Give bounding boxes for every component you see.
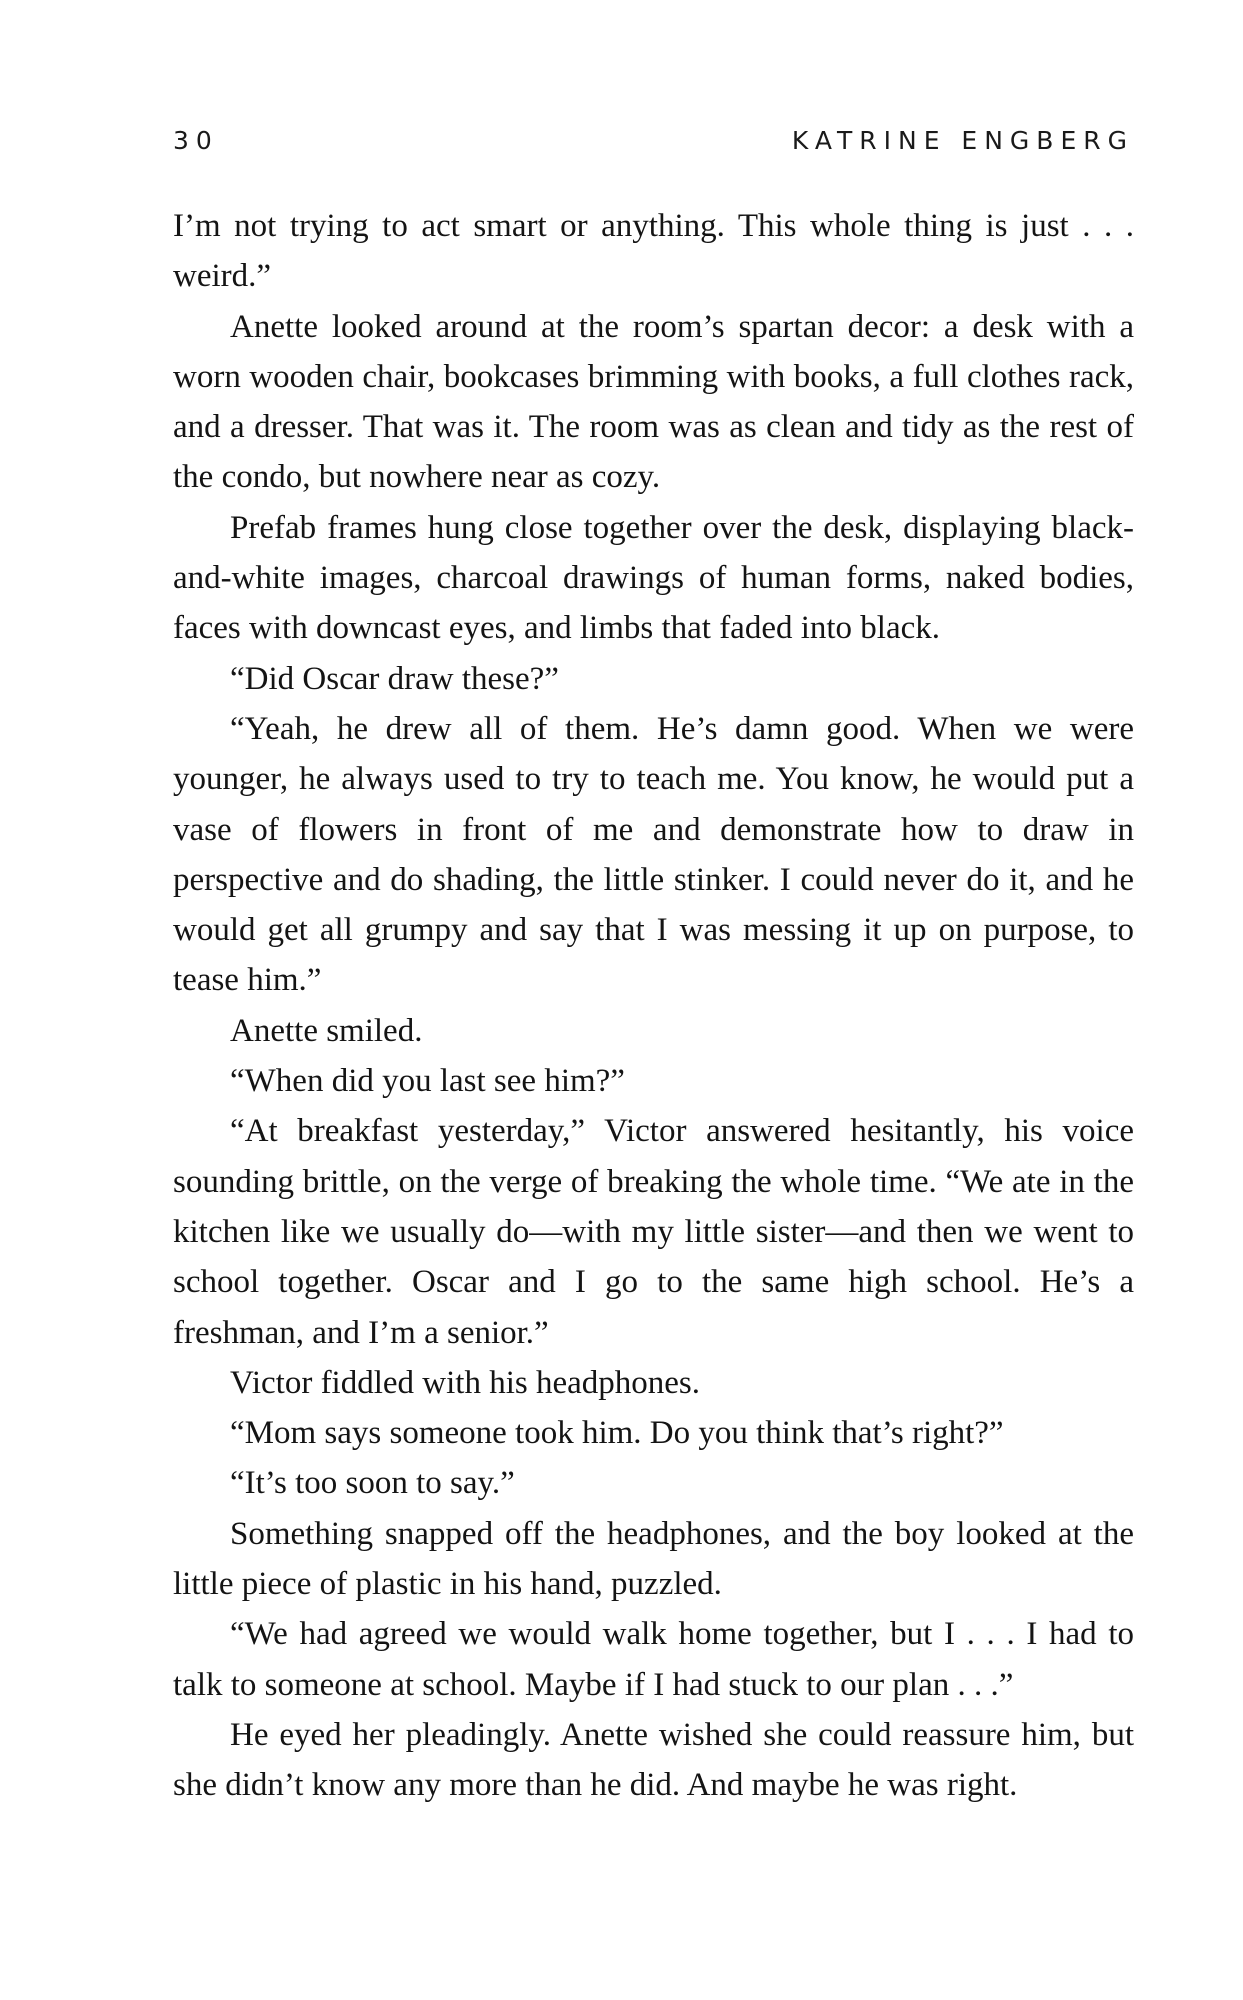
running-head [173, 126, 1134, 162]
paragraph: Prefab frames hung close together over the desk, displaying black-and-white images, charcoal drawings of human forms, naked bodies, faces with downcast eyes, and limbs that faded into black. [173, 509, 1134, 647]
paragraph: “At breakfast yesterday,” Victor answered hesitantly, his voice sounding brittle, on the verge of breaking the whole time. “We ate in the kitchen like we usually do—with my little sister—and then we went to school together. Oscar and I go to the same high school. He’s a freshman, and I’m a senior.” [173, 1113, 1134, 1351]
paragraph: “Did Oscar draw these?” [230, 660, 559, 697]
paragraph: I’m not trying to act smart or anything. This whole thing is just . . . weird.” [173, 208, 1134, 295]
paragraph: “Yeah, he drew all of them. He’s damn good. When we were younger, he always used to try to teach me. You know, he would put a vase of flowers in front of me and demonstrate how to draw in perspective and do shading, the little stinker. I could never do it, and he would get all grumpy and say that I was messing it up on purpose, to tease him.” [173, 710, 1134, 999]
paragraph: Something snapped off the headphones, and the boy looked at the little piece of plastic in his hand, puzzled. [173, 1515, 1134, 1603]
body-text [173, 201, 1134, 1811]
running-head-author: KATRINE ENGBERG [791, 126, 1134, 155]
paragraph: Anette smiled. [230, 1012, 423, 1049]
paragraph: “When did you last see him?” [230, 1063, 625, 1100]
paragraph: Anette looked around at the room’s spartan decor: a desk with a worn wooden chair, bookcases brimming with books, a full clothes rack, and a dresser. That was it. The room was as clean and tidy as the rest of the condo, but nowhere near as cozy. [173, 308, 1134, 496]
paragraph: “We had agreed we would walk home together, but I . . . I had to talk to someone at school. Maybe if I had stuck to our plan . . .” [173, 1616, 1134, 1703]
paragraph: Victor fiddled with his headphones. [230, 1364, 701, 1401]
page-number: 30 [173, 126, 219, 155]
paragraph: “Mom says someone took him. Do you think that’s right?” [230, 1415, 1004, 1452]
paragraph: He eyed her pleadingly. Anette wished she could reassure him, but she didn’t know any more than he did. And maybe he was right. [173, 1716, 1134, 1804]
paragraph: “It’s too soon to say.” [230, 1465, 515, 1502]
